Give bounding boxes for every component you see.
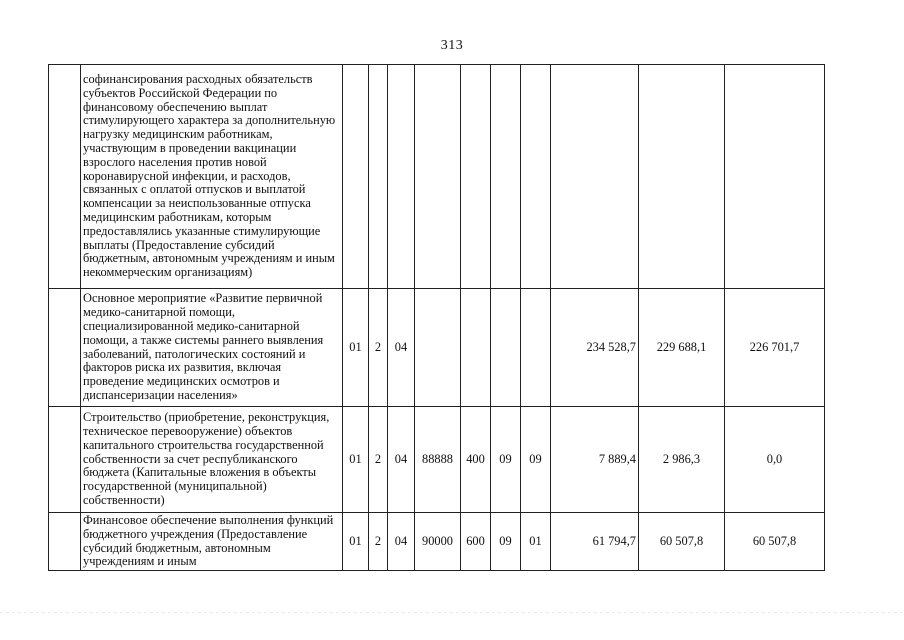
code-cell — [369, 65, 388, 289]
amount-cell: 60 507,8 — [725, 513, 825, 571]
amount-cell — [639, 65, 725, 289]
item-name-cell: софинансирования расходных обязательств субъектов Российской Федерации по финансовому обеспечению выплат стимулирующего характера за дополнительную нагрузку медицинским работникам, участвующим в проведении вакцинации взрослого населения против новой коронавирусной инфекции, и расходов, связанных с оплатой отпусков и выплатой компенсации за неиспользованные отпуска медицинским работникам, которым предоставлялись указанные стимулирующие выплаты (Предоставление субсидий бюджетным, автономным учреждениям и иным некоммерческим организациям) — [81, 65, 343, 289]
code-cell — [491, 289, 521, 407]
item-name-cell: Основное мероприятие «Развитие первичной медико-санитарной помощи, специализированной медико-санитарной помощи, а также системы раннего выявления заболеваний, патологических состояний и факторов риска их развития, включая проведение медицинских осмотров и диспансеризации населения» — [81, 289, 343, 407]
item-name-cell: Строительство (приобретение, реконструкция, техническое перевооружение) объектов капитального строительства государственной собственности за счет республиканского бюджета (Капитальные вложения в объекты государственной (муниципальной) собственности) — [81, 407, 343, 513]
item-name-cell: Финансовое обеспечение выполнения функций бюджетного учреждения (Предоставление субсидий бюджетным, автономным учреждениям и иным — [81, 513, 343, 571]
code-cell — [415, 65, 461, 289]
code-cell — [461, 65, 491, 289]
code-cell: 2 — [369, 289, 388, 407]
code-cell: 01 — [343, 407, 369, 513]
code-cell: 09 — [491, 407, 521, 513]
amount-cell: 61 794,7 — [551, 513, 639, 571]
code-cell — [343, 65, 369, 289]
code-cell: 04 — [388, 513, 415, 571]
code-cell: 04 — [388, 289, 415, 407]
amount-cell: 0,0 — [725, 407, 825, 513]
code-cell — [521, 289, 551, 407]
code-cell: 90000 — [415, 513, 461, 571]
table-row — [49, 407, 825, 513]
row-number-cell — [49, 513, 81, 571]
amount-cell: 7 889,4 — [551, 407, 639, 513]
amount-cell — [725, 65, 825, 289]
table-row — [49, 513, 825, 571]
scan-artifact-line — [0, 612, 904, 613]
amount-cell: 229 688,1 — [639, 289, 725, 407]
budget-table — [48, 64, 825, 571]
row-number-cell — [49, 407, 81, 513]
code-cell: 2 — [369, 407, 388, 513]
table-row — [49, 289, 825, 407]
amount-cell: 60 507,8 — [639, 513, 725, 571]
code-cell: 600 — [461, 513, 491, 571]
code-cell — [521, 65, 551, 289]
code-cell — [461, 289, 491, 407]
amount-cell: 226 701,7 — [725, 289, 825, 407]
code-cell: 09 — [521, 407, 551, 513]
row-number-cell — [49, 65, 81, 289]
code-cell: 88888 — [415, 407, 461, 513]
code-cell: 09 — [491, 513, 521, 571]
amount-cell — [551, 65, 639, 289]
code-cell: 01 — [521, 513, 551, 571]
row-number-cell — [49, 289, 81, 407]
code-cell — [491, 65, 521, 289]
amount-cell: 2 986,3 — [639, 407, 725, 513]
code-cell — [415, 289, 461, 407]
code-cell: 400 — [461, 407, 491, 513]
code-cell: 01 — [343, 513, 369, 571]
code-cell — [388, 65, 415, 289]
code-cell: 01 — [343, 289, 369, 407]
code-cell: 04 — [388, 407, 415, 513]
page-number: 313 — [440, 38, 464, 53]
code-cell: 2 — [369, 513, 388, 571]
amount-cell: 234 528,7 — [551, 289, 639, 407]
table-row — [49, 65, 825, 289]
